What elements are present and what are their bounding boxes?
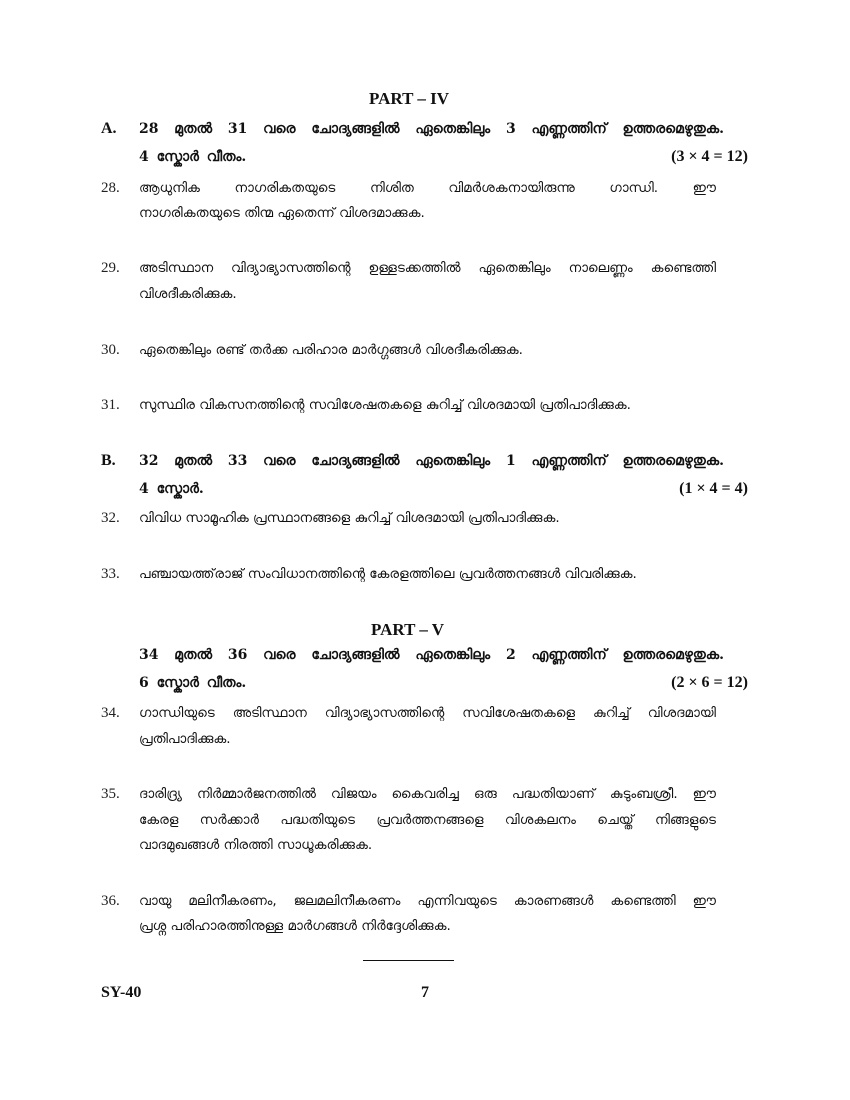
paper-code: SY-40 xyxy=(101,984,142,1001)
question-text: വിശദീകരിക്കുക. xyxy=(139,286,237,302)
part-4-heading: PART – IV xyxy=(369,89,450,108)
question-number: 32. xyxy=(101,510,120,526)
question-number: 33. xyxy=(101,566,120,582)
question-text: കേരള സർക്കാർ പദ്ധതിയുടെ പ്രവർത്തനങ്ങളെ വിശകലനം ചെയ്ത് നിങ്ങളുടെ xyxy=(139,812,716,828)
section-a-instruction: 28 മുതൽ 31 വരെ ചോദ്യങ്ങളിൽ ഏതെങ്കിലും 3 എണ്ണത്തിന് ഉത്തരമെഴുതുക. xyxy=(139,121,724,137)
question-text: പഞ്ചായത്ത്‌രാജ് സംവിധാനത്തിന്റെ കേരളത്തിലെ പ്രവർത്തനങ്ങൾ വിവരിക്കുക. xyxy=(139,566,637,582)
part-5-marks-note: 6 സ്കോർ വീതം. xyxy=(139,675,247,691)
question-text: ആധുനിക നാഗരികതയുടെ നിശിത വിമർശകനായിരുന്നു ഗാന്ധി. ഈ xyxy=(139,180,716,196)
section-a-label: A. xyxy=(101,120,117,137)
question-text: നാഗരികതയുടെ തിന്മ ഏതെന്ന് വിശദമാക്കുക. xyxy=(139,205,425,221)
question-text: അടിസ്ഥാന വിദ്യാഭ്യാസത്തിന്റെ ഉള്ളടക്കത്തിൽ ഏതെങ്കിലും നാലെണ്ണം കണ്ടെത്തി xyxy=(139,260,716,276)
section-b-label: B. xyxy=(101,452,116,469)
question-text: ഗാന്ധിയുടെ അടിസ്ഥാന വിദ്യാഭ്യാസത്തിന്റെ സവിശേഷതകളെ കുറിച്ച് വിശദമായി xyxy=(139,705,716,721)
question-number: 28. xyxy=(101,180,120,196)
question-number: 35. xyxy=(101,786,120,802)
section-a-marks-note: 4 സ്കോർ വീതം. xyxy=(139,149,247,165)
question-text: വായു മലിനീകരണം, ജലമലിനീകരണം എന്നിവയുടെ കാരണങ്ങൾ കണ്ടെത്തി ഈ xyxy=(139,893,716,909)
page-number: 7 xyxy=(421,984,429,1001)
end-divider xyxy=(363,960,454,961)
section-b-instruction: 32 മുതൽ 33 വരെ ചോദ്യങ്ങളിൽ ഏതെങ്കിലും 1 എണ്ണത്തിന് ഉത്തരമെഴുതുക. xyxy=(139,453,724,469)
question-text: വാദമുഖങ്ങൾ നിരത്തി സാധൂകരിക്കുക. xyxy=(139,837,373,853)
question-text: വിവിധ സാമൂഹിക പ്രസ്ഥാനങ്ങളെ കുറിച്ച് വിശദമായി പ്രതിപാദിക്കുക. xyxy=(139,510,560,526)
question-number: 29. xyxy=(101,260,120,276)
question-number: 36. xyxy=(101,893,120,909)
section-b-marks-note: 4 സ്കോർ. xyxy=(139,481,204,497)
question-text: പ്രതിപാദിക്കുക. xyxy=(139,731,231,747)
question-text: ഏതെങ്കിലും രണ്ട് തർക്ക പരിഹാര മാർഗ്ഗങ്ങൾ വിശദീകരിക്കുക. xyxy=(139,342,523,358)
question-text: ദാരിദ്ര്യ നിർമ്മാർജനത്തിൽ വിജയം കൈവരിച്ച ഒരു പദ്ധതിയാണ് കുടുംബശ്രീ. ഈ xyxy=(139,786,716,802)
section-b-marks: (1 × 4 = 4) xyxy=(679,480,748,497)
part-5-marks: (2 × 6 = 12) xyxy=(671,674,748,691)
question-number: 34. xyxy=(101,705,120,721)
section-a-marks: (3 × 4 = 12) xyxy=(671,148,748,165)
question-text: സുസ്ഥിര വികസനത്തിന്റെ സവിശേഷതകളെ കുറിച്ച് വിശദമായി പ്രതിപാദിക്കുക. xyxy=(139,397,631,413)
question-number: 31. xyxy=(101,397,120,413)
part-5-heading: PART – V xyxy=(371,620,445,639)
question-text: പ്രശ്ന പരിഹാരത്തിനുള്ള മാർഗങ്ങൾ നിർദ്ദേശിക്കുക. xyxy=(139,918,451,934)
question-number: 30. xyxy=(101,342,120,358)
part-5-instruction: 34 മുതൽ 36 വരെ ചോദ്യങ്ങളിൽ ഏതെങ്കിലും 2 എണ്ണത്തിന് ഉത്തരമെഴുതുക. xyxy=(139,647,724,663)
